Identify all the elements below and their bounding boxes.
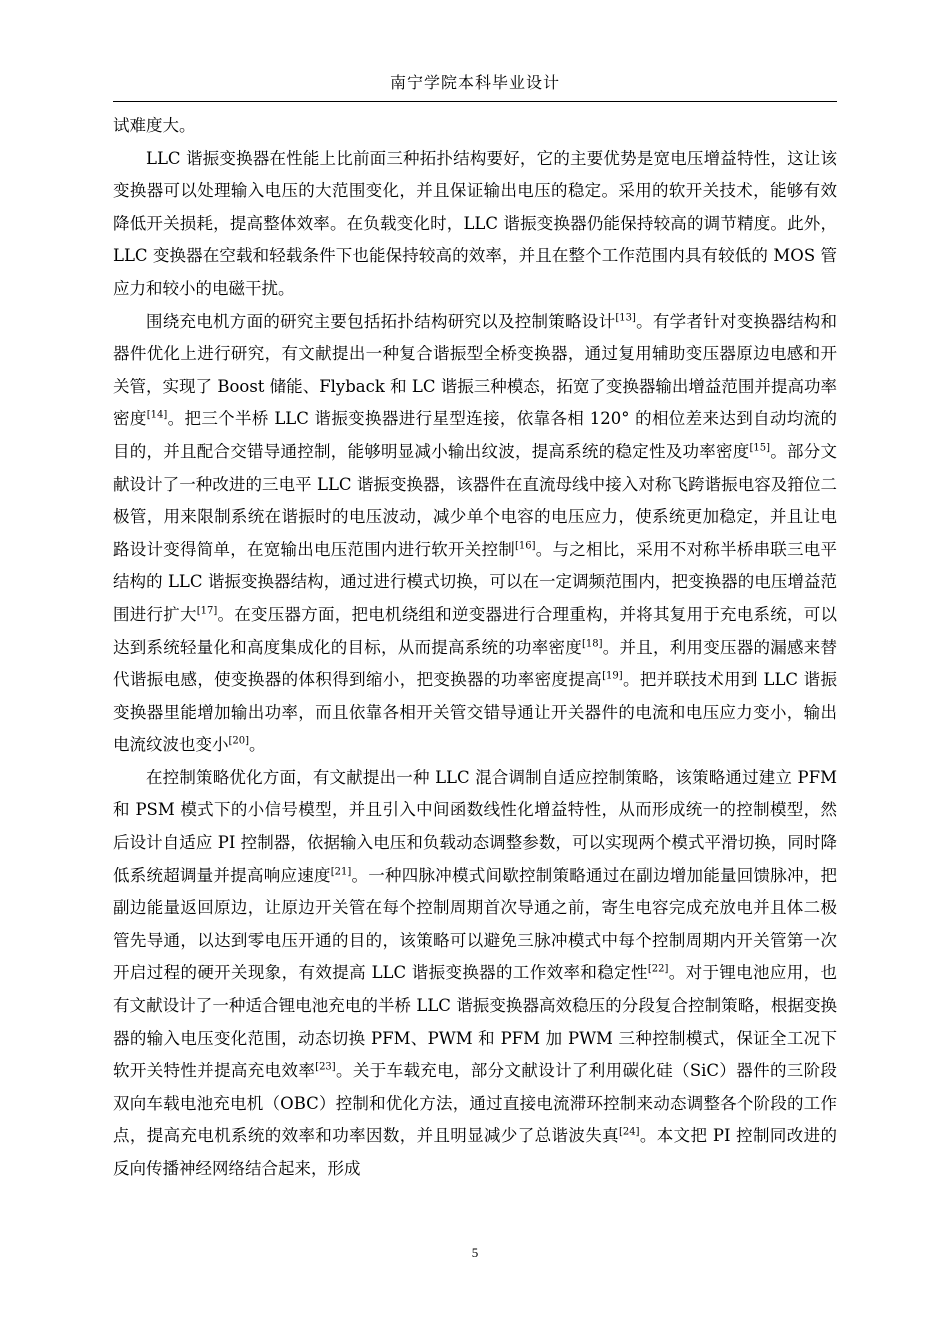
paragraph-text: 。在变压器方面，把电机绕组和逆变器进行合理重构，并将其复用于充电系统，可以达到系统轻量化和高度集成化的目标，从而提高系统的功率密度 — [113, 604, 838, 657]
paragraph-text: 试难度大。 — [113, 116, 196, 135]
paragraph-text: 围绕充电机方面的研究主要包括拓扑结构研究以及控制策略设计 — [146, 311, 616, 331]
citation-ref: [23] — [315, 1061, 336, 1073]
paragraph — [113, 143, 837, 306]
paragraph-text: 在控制策略优化方面，有文献提出一种 LLC 混合调制自适应控制策略，该策略通过建立 PFM 和 PSM 模式下的小信号模型，并且引入中间函数线性化增益特性，从而形成统一的控制模型，然后设计自适应 PI 控制器，依据输入电压和负载动态调整参数，可以实现两个模式平滑切换，同时降低系统超调量并提高响应速度 — [113, 767, 837, 885]
citation-ref: [18] — [581, 638, 603, 649]
paragraph — [113, 110, 837, 143]
paragraph-text: 。并且，利用变压器的漏感来替代谐振电感，使变换器的体积得到缩小，把变换器的功率密度提高 — [113, 637, 838, 690]
paragraph-text: 。部分文献设计了一种改进的三电平 LLC 谐振变换器，该器件在直流母线中接入对称飞跨谐振电容及箝位二极管，用来限制系统在谐振时的电压波动，减少单个电容的电压应力，使系统更加稳定，并且让电路设计变得简单，在宽输出电压范围内进行软开关控制 — [113, 441, 838, 559]
header-rule — [113, 101, 837, 102]
paragraph-text: 。把三个半桥 LLC 谐振变换器进行星型连接，依靠各相 120° 的相位差来达到自动均流的目的，并且配合交错导通控制，能够明显减小输出纹波，提高系统的稳定性及功率密度 — [113, 409, 838, 461]
citation-ref: [13] — [615, 312, 636, 324]
paragraph-text: 。把并联技术用到 LLC 谐振变换器里能增加输出功率，而且依靠各相开关管交错导通让开关器件的电流和电压应力变小，输出电流纹波也变小 — [113, 670, 838, 755]
page-number: 5 — [471, 1245, 479, 1260]
citation-ref: [15] — [749, 442, 771, 454]
paragraph-text: 。 — [249, 735, 266, 755]
citation-ref: [17] — [196, 605, 218, 617]
citation-ref: [16] — [514, 540, 536, 552]
citation-ref: [14] — [146, 409, 168, 421]
paragraph-text: LLC 谐振变换器在性能上比前面三种拓扑结构要好，它的主要优势是宽电压增益特性，这让该变换器可以处理输入电压的大范围变化，并且保证输出电压的稳定。采用的软开关技术，能够有效降低开关损耗，提高整体效率。在负载变化时，LLC 谐振变换器仍能保持较高的调节精度。此外，LLC 变换器在空载和轻载条件下也能保持较高的效率，并且在整个工作范围内具有较低的 MOS 管应力和较小的电磁干扰。 — [113, 148, 837, 298]
running-header: 南宁学院本科毕业设计 — [389, 73, 560, 92]
citation-ref: [24] — [618, 1126, 640, 1138]
body-text — [113, 110, 837, 1186]
paragraph — [113, 306, 837, 762]
paragraph-text: 。本文把 PI 控制同改进的反向传播神经网络结合起来，形成 — [113, 1126, 837, 1178]
paragraph-text: 。有学者针对变换器结构和器件优化上进行研究，有文献提出一种复合谐振型全桥变换器，通过复用辅助变压器原边电感和开关管，实现了 Boost 储能、Flyback 和 LC 谐振三种模态，拓宽了变换器输出增益范围并提高功率密度 — [113, 311, 837, 429]
citation-ref: [19] — [602, 670, 623, 682]
paragraph-text: 。对于锂电池应用，也有文献设计了一种适合锂电池充电的半桥 LLC 谐振变换器高效稳压的分段复合控制策略，根据变换器的输入电压变化范围，动态切换 PFM、PWM 和 PFM 加 PWM 三种控制模式，保证全工况下软开关特性并提高充电效率 — [113, 963, 838, 1081]
paragraph — [113, 762, 837, 1186]
citation-ref: [21] — [330, 866, 352, 878]
citation-ref: [20] — [228, 735, 250, 747]
paragraph-text: 。一种四脉冲模式间歇控制策略通过在副边增加能量回馈脉冲，把副边能量返回原边，让原边开关管在每个控制周期首次导通之前，寄生电容完成充放电并且体二极管先导通，以达到零电压开通的目的，该策略可以避免三脉冲模式中每个控制周期内开关管第一次开启过程的硬开关现象，有效提高 LLC 谐振变换器的工作效率和稳定性 — [113, 865, 838, 983]
paragraph-text: 。与之相比，采用不对称半桥串联三电平结构的 LLC 谐振变换器结构，通过进行模式切换，可以在一定调频范围内，把变换器的电压增益范围进行扩大 — [113, 539, 838, 624]
paragraph-text: 。关于车载充电，部分文献设计了利用碳化硅（SiC）器件的三阶段双向车载电池充电机（OBC）控制和优化方法，通过直接电流滞环控制来动态调整各个阶段的工作点，提高充电机系统的效率和功率因数，并且明显减少了总谐波失真 — [113, 1061, 837, 1146]
citation-ref: [22] — [647, 963, 669, 975]
